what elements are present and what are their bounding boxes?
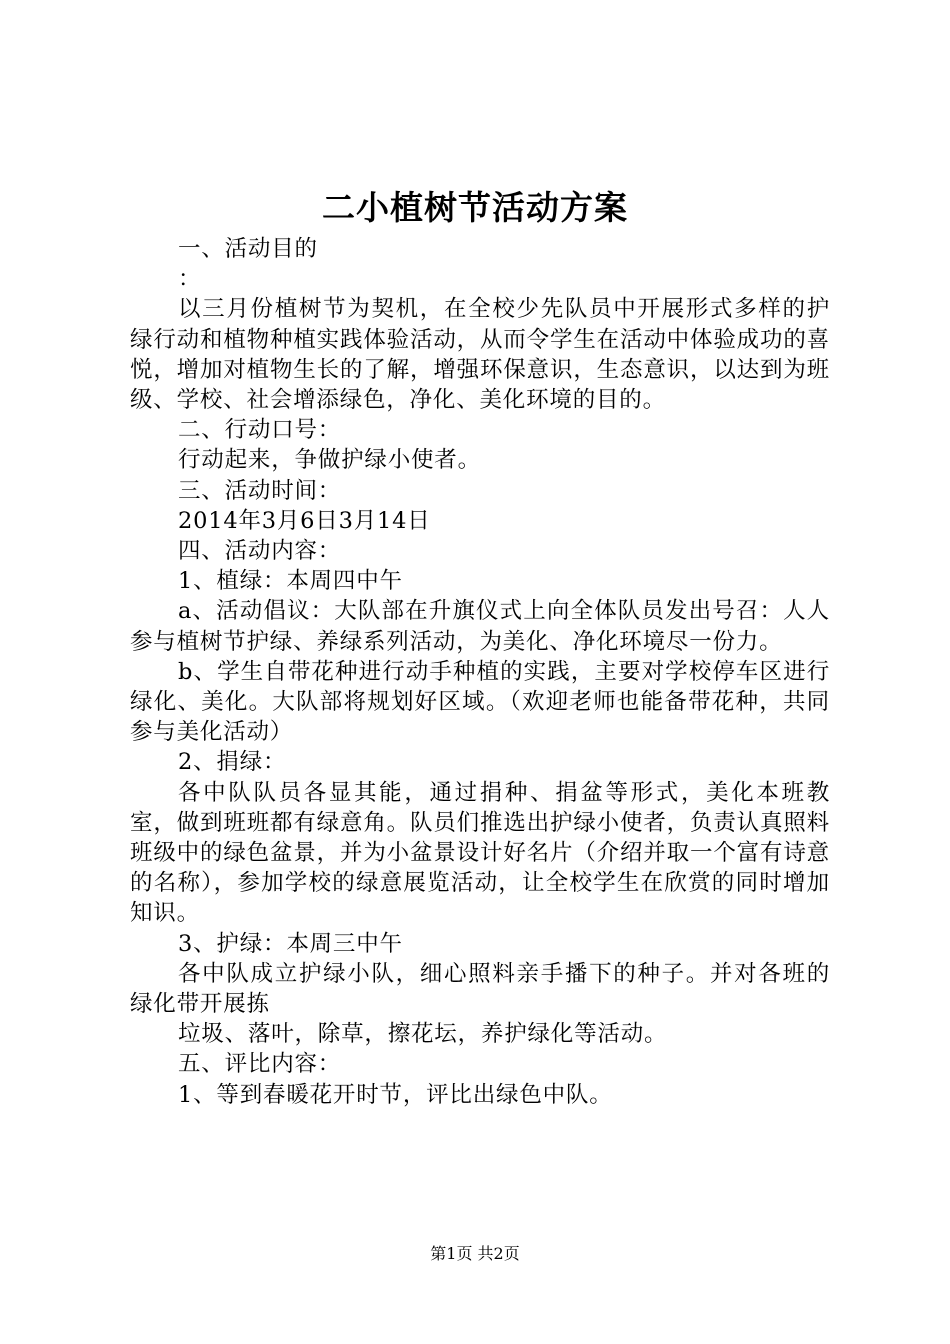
paragraph-heading-purpose: 一、活动目的 <box>178 236 318 262</box>
paragraph-item-3: 3、护绿：本周三中午 <box>178 930 403 957</box>
paragraph-item-1b: b、学生自带花种进行动手种植的实践，主要对学校停车区进行绿化、美化。大队部将规划好区域。（欢迎老师也能备带花种，共同参与美化活动） <box>130 658 830 746</box>
paragraph-item-2-body: 各中队队员各显其能，通过捐种、捐盆等形式，美化本班教室，做到班班都有绿意角。队员们推选出护绿小使者，负责认真照料班级中的绿色盆景，并为小盆景设计好名片（介绍并取一个富有诗意的名称），参加学校的绿意展览活动，让全校学生在欣赏的同时增加知识。 <box>130 779 830 927</box>
page-footer: 第1页 共2页 <box>430 1244 520 1263</box>
paragraph-heading-slogan: 二、行动口号： <box>178 417 342 444</box>
paragraph-slogan-body: 行动起来，争做护绿小使者。 <box>178 447 481 474</box>
paragraph-time-body: 2014年3月6日3月14日 <box>178 507 431 534</box>
paragraph-item-3-body: 各中队成立护绿小队，细心照料亲手播下的种子。并对各班的绿化带开展拣 <box>130 960 830 1018</box>
paragraph-purpose-body: 以三月份植树节为契机，在全校少先队员中开展形式多样的护绿行动和植物种植实践体验活动，从而令学生在活动中体验成功的喜悦，增加对植物生长的了解，增强环保意识，生态意识，以达到为班级、学校、社会增添绿色，净化、美化环境的目的。 <box>130 296 830 414</box>
paragraph-item-3-cont: 垃圾、落叶，除草，擦花坛，养护绿化等活动。 <box>178 1021 668 1048</box>
paragraph-item-2: 2、捐绿： <box>178 749 287 776</box>
paragraph-heading-time: 三、活动时间： <box>178 477 342 504</box>
paragraph-item-1: 1、植绿：本周四中午 <box>178 568 403 595</box>
document-title: 二小植树节活动方案 <box>322 188 628 227</box>
paragraph-heading-review: 五、评比内容： <box>178 1051 342 1078</box>
paragraph-colon: ： <box>178 266 202 293</box>
paragraph-item-1a: a、活动倡议：大队部在升旗仪式上向全体队员发出号召：人人参与植树节护绿、养绿系列活动，为美化、净化环境尽一份力。 <box>130 598 830 655</box>
paragraph-review-1: 1、等到春暖花开时节，评比出绿色中队。 <box>178 1081 613 1108</box>
paragraph-heading-content: 四、活动内容： <box>178 538 342 565</box>
document-body <box>130 234 830 1110</box>
